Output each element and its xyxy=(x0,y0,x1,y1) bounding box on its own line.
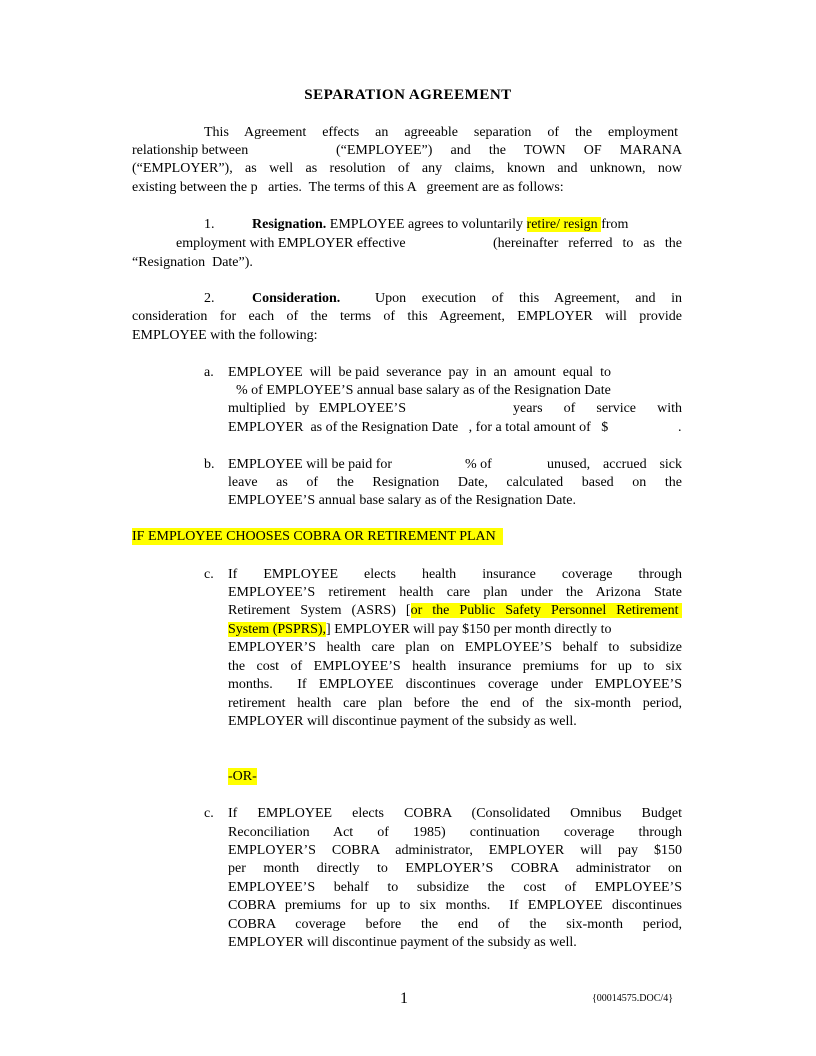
item-1-text-a: EMPLOYEE agrees to voluntarily xyxy=(326,217,527,232)
item-a-label: a. xyxy=(204,365,214,380)
page-number: 1 xyxy=(400,990,408,1007)
item-c1-highlight-1: or the Public Safety Personnel Retirement xyxy=(410,603,682,618)
item-c1-label: c. xyxy=(204,567,214,582)
item-2-line-2: consideration for each of the terms of this Agreement, EMPLOYER will provide xyxy=(132,309,682,324)
item-a-line-4a: EMPLOYER as of the Resignation Date , for a total amount of $ xyxy=(228,420,609,435)
item-c1-line-6: the cost of EMPLOYEE’S health insurance premiums for up to six xyxy=(228,659,682,674)
document-title: SEPARATION AGREEMENT xyxy=(304,87,512,103)
item-c1-line-3 xyxy=(228,602,682,619)
item-b-line-2: leave as of the Resignation Date, calculated based on the xyxy=(228,475,682,490)
item-c1-text-4b: ] EMPLOYER will pay $150 per month directly to xyxy=(326,622,612,637)
item-1-number: 1. xyxy=(204,217,215,232)
item-c1-line-5: EMPLOYER’S health care plan on EMPLOYEE’S behalf to subsidize xyxy=(228,640,682,655)
item-a-line-1: EMPLOYEE will be paid severance pay in an amount equal to xyxy=(228,365,611,380)
item-1-text-b: from xyxy=(601,217,629,232)
intro-line-4: existing between the p arties. The terms of this A greement are as follows: xyxy=(132,180,564,195)
item-b-line-1b: % of xyxy=(465,457,492,472)
item-a-line-4b: . xyxy=(678,420,682,435)
document-id: {00014575.DOC/4} xyxy=(592,993,673,1004)
intro-line-1: This Agreement effects an agreeable separation of the employment xyxy=(204,125,678,140)
item-a-line-2: % of EMPLOYEE’S annual base salary as of the Resignation Date xyxy=(236,383,611,398)
item-c2-label: c. xyxy=(204,806,214,821)
item-2-number: 2. xyxy=(204,291,215,306)
item-b-line-1c: unused, accrued sick xyxy=(547,457,682,472)
item-2-heading: Consideration. xyxy=(252,291,341,306)
item-1-line-3: “Resignation Date”). xyxy=(132,255,253,270)
item-c1-text-3a: Retirement System (ASRS) [ xyxy=(228,603,411,618)
item-a-line-3b: years of service with xyxy=(513,401,682,416)
item-1-heading: Resignation. xyxy=(252,217,327,232)
item-c2-line-4: per month directly to EMPLOYER’S COBRA administrator on xyxy=(228,861,682,876)
item-c1-line-2: EMPLOYEE’S retirement health care plan under the Arizona State xyxy=(228,585,682,600)
cobra-retirement-heading: IF EMPLOYEE CHOOSES COBRA OR RETIREMENT PLAN xyxy=(132,529,503,544)
item-b-label: b. xyxy=(204,457,215,472)
item-c1-line-4 xyxy=(228,621,611,638)
item-c1-line-9: EMPLOYER will discontinue payment of the subsidy as well. xyxy=(228,714,577,729)
intro-line-2a: relationship between xyxy=(132,143,249,158)
item-c1-highlight-2: System (PSPRS), xyxy=(228,622,327,637)
item-1-line-2b: (hereinafter referred to as the xyxy=(493,236,682,251)
item-c2-line-1: If EMPLOYEE elects COBRA (Consolidated Omnibus Budget xyxy=(228,806,682,821)
item-c2-line-8: EMPLOYER will discontinue payment of the subsidy as well. xyxy=(228,935,577,950)
item-c2-line-7: COBRA coverage before the end of the six-month period, xyxy=(228,917,682,932)
item-a-line-3a: multiplied by EMPLOYEE’S xyxy=(228,401,406,416)
item-1-line-1 xyxy=(252,216,628,233)
item-2-line-1: Upon execution of this Agreement, and in xyxy=(375,291,682,306)
item-c1-line-1: If EMPLOYEE elects health insurance coverage through xyxy=(228,567,682,582)
or-label: -OR- xyxy=(228,769,257,784)
item-b-line-1a: EMPLOYEE will be paid for xyxy=(228,457,393,472)
item-c1-line-8: retirement health care plan before the end of the six-month period, xyxy=(228,696,682,711)
item-c1-line-7: months. If EMPLOYEE discontinues coverage under EMPLOYEE’S xyxy=(228,677,682,692)
item-1-highlight: retire/ resign xyxy=(526,217,602,232)
item-b-line-3: EMPLOYEE’S annual base salary as of the Resignation Date. xyxy=(228,493,576,508)
item-c2-line-6: COBRA premiums for up to six months. If EMPLOYEE discontinues xyxy=(228,898,682,913)
item-2-line-3: EMPLOYEE with the following: xyxy=(132,328,318,343)
item-c2-line-5: EMPLOYEE’S behalf to subsidize the cost of EMPLOYEE’S xyxy=(228,880,682,895)
item-c2-line-2: Reconciliation Act of 1985) continuation coverage through xyxy=(228,825,682,840)
intro-line-2b: (“EMPLOYEE”) and the TOWN OF MARANA xyxy=(336,143,682,158)
item-c2-line-3: EMPLOYER’S COBRA administrator, EMPLOYER will pay $150 xyxy=(228,843,682,858)
intro-line-3: (“EMPLOYER”), as well as resolution of any claims, known and unknown, now xyxy=(132,161,682,176)
item-1-line-2a: employment with EMPLOYER effective xyxy=(176,236,406,251)
